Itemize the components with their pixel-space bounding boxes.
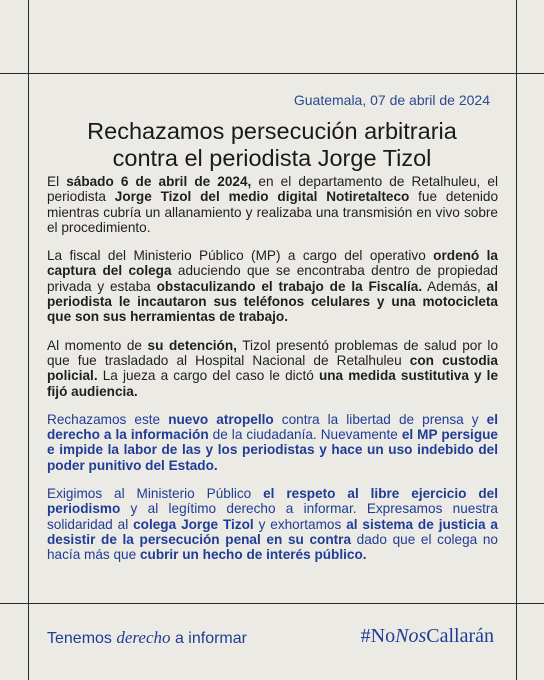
frame-line-right — [516, 0, 517, 680]
p5-text: Exigimos al Ministerio Público — [47, 486, 264, 502]
p5-bold: el respeto al libre ejercicio del periodismo — [47, 486, 498, 517]
p2-text: La fiscal del Ministerio Público (MP) a cargo del operativo — [47, 248, 434, 264]
frame-line-left — [28, 0, 29, 680]
p3-text: Tizol presentó problemas de salud por lo que fue trasladado al Hospital Nacional de Retalhuleu — [47, 337, 499, 368]
slogan-italic: derecho — [116, 628, 171, 647]
p4-bold: el MP persigue e impide la labor de las y los periodistas y hace un uso indebido del poder punitivo del Estado. — [47, 427, 498, 473]
paragraph-1 — [47, 174, 498, 235]
p4-bold: el derecho a la información — [47, 411, 498, 443]
p4-text: Rechazamos este — [47, 411, 169, 427]
title-line-1: Rechazamos persecución arbitraria — [87, 118, 457, 144]
date-line: Guatemala, 07 de abril de 2024 — [293, 92, 490, 108]
title-line-2: contra el periodista Jorge Tizol — [112, 145, 432, 171]
p5-text: y exhortamos — [253, 516, 347, 532]
p1-text: El — [47, 174, 67, 189]
p5-bold: colega Jorge Tizol — [133, 516, 254, 532]
p3-bold: su detención, — [147, 337, 237, 353]
p1-text: en el departamento de Retalhuleu, el periodista — [47, 174, 498, 205]
p2-text: aduciendo que se encontraba dentro de propiedad privada y estaba — [47, 263, 498, 294]
p3-bold: con custodia policial. — [47, 352, 498, 384]
paragraph-4 — [47, 412, 498, 473]
hashtag-text: Callarán — [426, 625, 494, 647]
footer-slogan — [47, 628, 247, 648]
p4-text: contra la libertad de prensa y — [273, 411, 487, 427]
statement-body — [47, 174, 498, 576]
page-title — [30, 118, 514, 172]
hashtag-text: #No — [360, 625, 396, 647]
p3-bold: una medida sustitutiva y le fijó audiencia. — [47, 368, 499, 399]
p2-bold: ordenó la captura del colega — [47, 248, 498, 279]
slogan-text: a informar — [170, 630, 247, 647]
frame-line-bottom — [0, 603, 544, 604]
p3-text: La jueza a cargo del caso le dictó — [97, 368, 319, 384]
p1-text: fue detenido mientras cubría un allanamiento y realizaba una transmisión en vivo sobre el procedimiento. — [47, 189, 499, 235]
p2-bold: al periodista le incautaron sus teléfonos celulares y una motocicleta que son sus herramientas de trabajo. — [47, 278, 498, 325]
paragraph-3 — [47, 338, 498, 399]
p5-text: y al legítimo derecho a informar. Expresamos nuestra solidaridad al — [47, 501, 498, 532]
p5-bold: al sistema de justicia a desistir de la persecución penal en su contra — [47, 516, 498, 547]
hashtag-italic: Nos — [395, 625, 427, 647]
p1-bold: sábado 6 de abril de 2024, — [66, 174, 252, 189]
p5-text: dado que el colega no hacía más que — [47, 531, 498, 563]
p2-text: Además, — [422, 278, 487, 294]
footer-hashtag — [361, 625, 494, 648]
p5-bold: cubrir un hecho de interés público. — [139, 547, 367, 563]
slogan-text: Tenemos — [47, 630, 117, 647]
paragraph-2 — [47, 248, 498, 324]
p2-bold: obstaculizando el trabajo de la Fiscalía. — [156, 278, 423, 294]
p4-bold: nuevo atropello — [168, 411, 274, 427]
p1-bold: Jorge Tizol del medio digital Notiretalteco — [114, 189, 410, 205]
frame-line-top — [0, 73, 544, 74]
paragraph-5 — [47, 486, 498, 562]
p4-text: de la ciudadanía. Nuevamente — [208, 427, 402, 443]
p3-text: Al momento de — [47, 337, 148, 353]
